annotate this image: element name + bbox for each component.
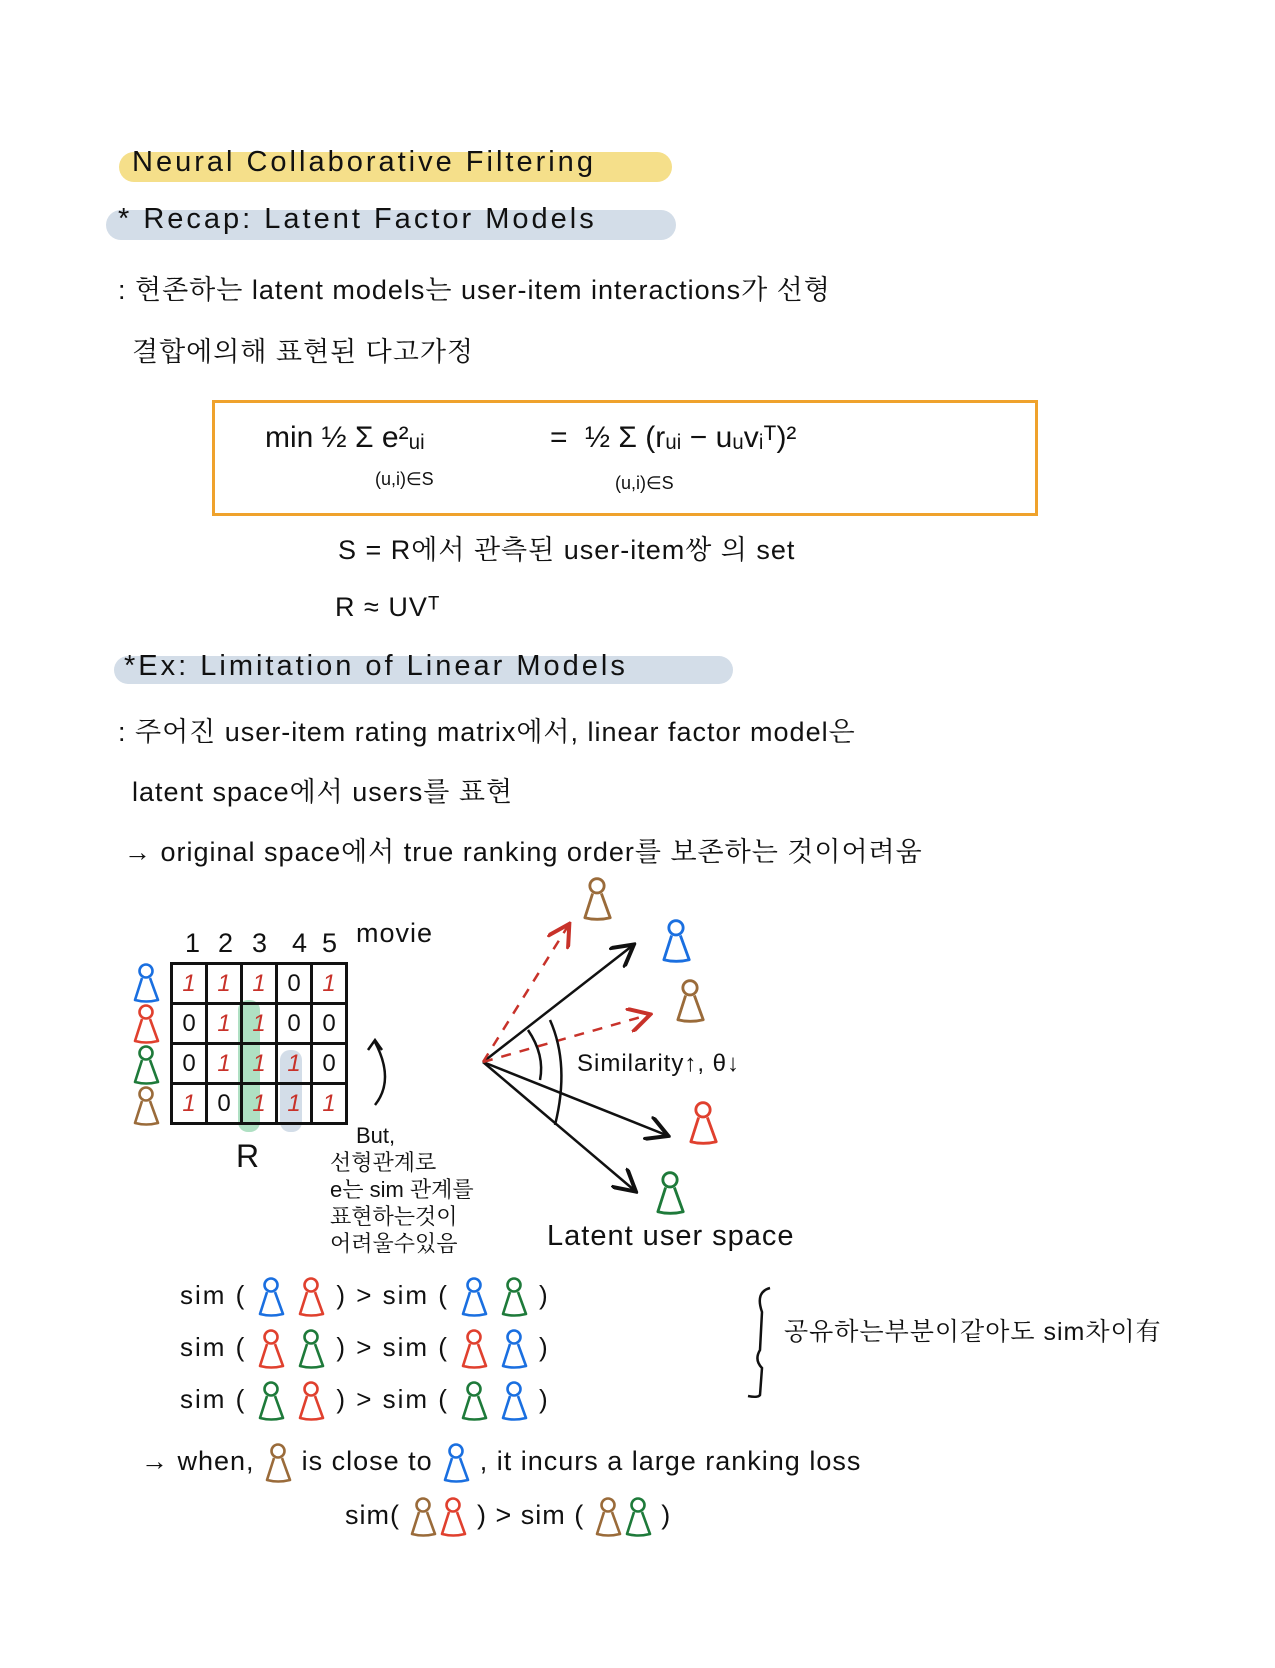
matrix-cell: 1 xyxy=(172,964,207,1004)
recap-line2: 결합에의해 표현된 다고가정 xyxy=(132,337,474,367)
user-icon-red xyxy=(459,1328,489,1370)
matrix-cell: 1 xyxy=(277,1044,312,1084)
sim-label: sim ( xyxy=(180,1383,247,1414)
user-icon-green xyxy=(296,1328,326,1370)
example-line2: latent space에서 users를 표현 xyxy=(132,777,514,807)
user-icon-green xyxy=(499,1276,529,1318)
note-line: 어려울수있음 xyxy=(330,1231,458,1256)
matrix-cell: 0 xyxy=(277,1004,312,1044)
matrix-cell: 0 xyxy=(172,1044,207,1084)
user-icon-brown xyxy=(263,1442,293,1484)
s-definition: S = R에서 관측된 user-item쌍 의 set xyxy=(338,535,796,565)
user-icon-blue xyxy=(441,1442,471,1484)
user-icon-brown xyxy=(581,876,614,922)
matrix-cell: 1 xyxy=(207,964,242,1004)
matrix-cell: 1 xyxy=(312,1084,347,1124)
user-icon-blue xyxy=(499,1328,529,1370)
close-paren: ) xyxy=(652,1500,672,1531)
sim-operator: ) > sim ( xyxy=(468,1500,593,1531)
user-icon-red xyxy=(296,1276,326,1318)
user-icon-green xyxy=(256,1380,286,1422)
brace xyxy=(748,1288,770,1397)
user-icon-blue xyxy=(499,1380,529,1422)
example-line3: → original space에서 true ranking order를 보존하는 것이어려움 xyxy=(124,837,923,867)
r-approximation: R ≈ UVᵀ xyxy=(335,592,441,622)
column-label: 5 xyxy=(322,928,339,958)
page-title: Neural Collaborative Filtering xyxy=(132,146,596,178)
matrix-cell: 0 xyxy=(312,1004,347,1044)
matrix-name: R xyxy=(236,1138,260,1174)
column-label: 2 xyxy=(218,928,235,958)
recap-line1: : 현존하는 latent models는 user-item interactions가 선형 xyxy=(118,275,831,305)
sim-comparison-row xyxy=(180,1276,560,1318)
column-label: 3 xyxy=(252,928,269,958)
matrix-cell: 1 xyxy=(207,1004,242,1044)
note-line: e는 sim 관계를 xyxy=(330,1177,474,1202)
similarity-label: Similarity↑, θ↓ xyxy=(577,1050,741,1077)
note-line: But, xyxy=(356,1123,396,1148)
formula-right: ½ Σ (rᵤᵢ − uᵤvᵢᵀ)² xyxy=(585,421,797,454)
matrix-cell: 1 xyxy=(242,1004,277,1044)
user-icon-blue xyxy=(256,1276,286,1318)
formula-eq: = xyxy=(550,421,568,454)
matrix-axis-label: movie xyxy=(356,918,434,948)
note-line: 표현하는것이 xyxy=(330,1204,458,1229)
sim-operator: ) > sim ( xyxy=(336,1331,449,1362)
matrix-cell: 0 xyxy=(312,1044,347,1084)
user-icon-brown xyxy=(408,1496,438,1538)
user-icon-blue xyxy=(660,918,693,964)
conclusion-sim xyxy=(345,1496,671,1538)
angle-arc-small xyxy=(528,1030,541,1080)
matrix-cell: 1 xyxy=(172,1084,207,1124)
sim-label: sim ( xyxy=(180,1331,247,1362)
user-icon-red xyxy=(438,1496,468,1538)
matrix-cell: 1 xyxy=(207,1044,242,1084)
conclusion-line xyxy=(141,1442,861,1484)
matrix-cell: 0 xyxy=(277,964,312,1004)
conclusion-suffix: , it incurs a large ranking loss xyxy=(479,1446,862,1477)
close-paren: ) xyxy=(538,1331,550,1362)
curved-arrow xyxy=(368,1040,385,1105)
formula-left: min ½ Σ e²ᵤᵢ xyxy=(265,421,425,454)
matrix-cell: 1 xyxy=(242,1044,277,1084)
matrix-cell: 0 xyxy=(172,1004,207,1044)
user-icon-red xyxy=(256,1328,286,1370)
user-icon-blue xyxy=(459,1276,489,1318)
user-icon-green xyxy=(623,1496,653,1538)
sim-operator: ) > sim ( xyxy=(336,1383,449,1414)
matrix-cell: 1 xyxy=(242,1084,277,1124)
formula-right-sub: (u,i)∈S xyxy=(615,473,674,493)
close-paren: ) xyxy=(538,1383,550,1414)
formula-left-sub: (u,i)∈S xyxy=(375,469,434,489)
column-label: 4 xyxy=(292,928,309,958)
sim-comparison-row xyxy=(180,1380,560,1422)
latent-vector-green xyxy=(483,1062,634,1190)
close-paren: ) xyxy=(538,1279,550,1310)
sim-operator: ) > sim ( xyxy=(336,1279,449,1310)
conclusion-prefix: → when, xyxy=(141,1446,255,1477)
latent-vector-brown-1 xyxy=(483,926,568,1062)
conclusion-mid: is close to xyxy=(301,1446,433,1477)
sim-label: sim ( xyxy=(180,1279,247,1310)
matrix-cell: 1 xyxy=(277,1084,312,1124)
user-icon-green xyxy=(459,1380,489,1422)
recap-heading: * Recap: Latent Factor Models xyxy=(118,203,597,235)
note-line: 선형관계로 xyxy=(330,1150,437,1175)
column-label: 1 xyxy=(185,928,202,958)
sim-comparison-row xyxy=(180,1328,560,1370)
matrix-cell: 0 xyxy=(207,1084,242,1124)
angle-arc-large xyxy=(550,1020,561,1125)
latent-space-label: Latent user space xyxy=(547,1220,795,1252)
matrix-cell: 1 xyxy=(242,964,277,1004)
sim-label: sim( xyxy=(345,1500,409,1531)
matrix-cell: 1 xyxy=(312,964,347,1004)
user-icon-green xyxy=(654,1170,687,1216)
user-icon-brown xyxy=(593,1496,623,1538)
user-icon-red xyxy=(296,1380,326,1422)
brace-note: 공유하는부분이같아도 sim차이有 xyxy=(784,1318,1162,1346)
example-line1: : 주어진 user-item rating matrix에서, linear factor model은 xyxy=(118,717,856,747)
user-icon-brown xyxy=(674,978,707,1024)
example-heading: *Ex: Limitation of Linear Models xyxy=(124,650,628,682)
user-icon-red xyxy=(687,1100,720,1146)
